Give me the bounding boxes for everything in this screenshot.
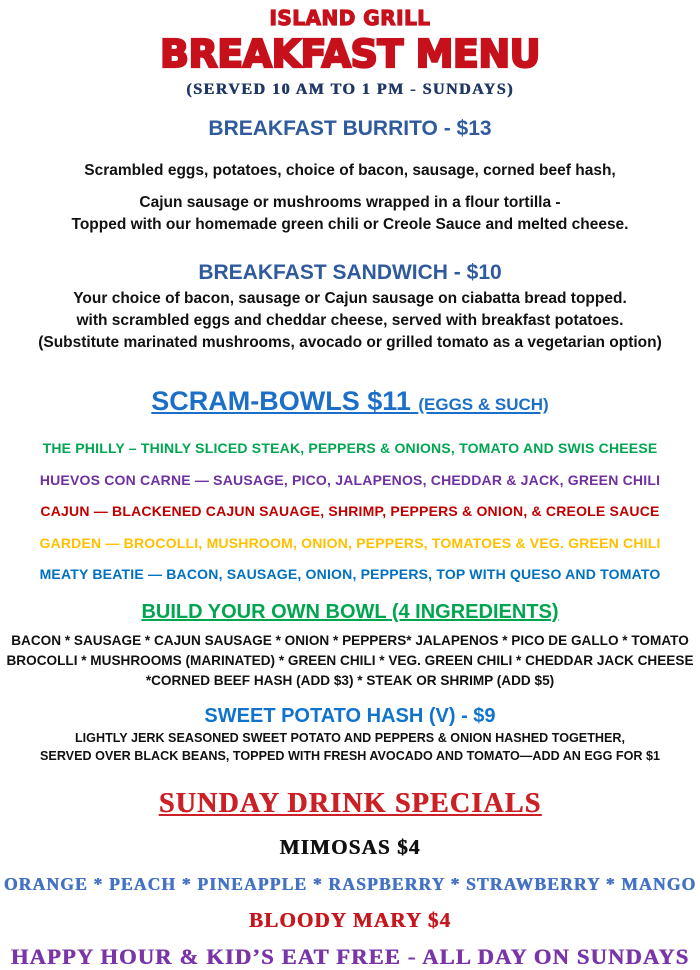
sweet-potato-description-line: SERVED OVER BLACK BEANS, TOPPED WITH FRESH AVOCADO AND TOMATO—ADD AN EGG FOR $1 xyxy=(40,749,660,763)
sandwich-description-line: with scrambled eggs and cheddar cheese, served with breakfast potatoes. xyxy=(76,312,624,329)
burrito-description-line: Cajun sausage or mushrooms wrapped in a flour tortilla - xyxy=(139,194,561,211)
scram-bowl-item-cajun: CAJUN — BLACKENED CAJUN SAUAGE, SHRIMP, PEPPERS & ONION, & CREOLE SAUCE xyxy=(40,503,660,519)
build-your-own-bowl-heading: BUILD YOUR OWN BOWL (4 INGREDIENTS) xyxy=(141,601,559,623)
mimosa-flavors-line: ORANGE * PEACH * PINEAPPLE * RASPBERRY * STRAWBERRY * MANGO xyxy=(3,874,697,894)
sandwich-description-line: Your choice of bacon, sausage or Cajun sausage on ciabatta bread topped. xyxy=(73,290,627,307)
breakfast-sandwich-heading: BREAKFAST SANDWICH - $10 xyxy=(198,261,502,284)
sweet-potato-description-line: LIGHTLY JERK SEASONED SWEET POTATO AND PEPPERS & ONION HASHED TOGETHER, xyxy=(74,731,625,745)
served-hours: (SERVED 10 AM TO 1 PM - SUNDAYS) xyxy=(186,81,514,98)
build-ingredients-line: *CORNED BEEF HASH (ADD $3) * STEAK OR SHRIMP (ADD $5) xyxy=(145,673,555,688)
burrito-description-line: Topped with our homemade green chili or Creole Sauce and melted cheese. xyxy=(71,216,629,233)
breakfast-burrito-heading: BREAKFAST BURRITO - $13 xyxy=(208,117,492,140)
scram-bowl-item-meaty-beatie: MEATY BEATIE — BACON, SAUSAGE, ONION, PEPPERS, TOP WITH QUESO AND TOMATO xyxy=(39,566,661,582)
sunday-drink-specials-heading: SUNDAY DRINK SPECIALS xyxy=(158,788,542,819)
scram-bowl-item-garden: GARDEN — BROCOLLI, MUSHROOM, ONION, PEPPERS, TOMATOES & VEG. GREEN CHILI xyxy=(39,534,661,551)
sandwich-description-line: (Substitute marinated mushrooms, avocado or grilled tomato as a vegetarian option) xyxy=(38,334,662,351)
scram-bowls-heading-main: SCRAM-BOWLS $11 xyxy=(151,386,411,416)
menu-title: BREAKFAST MENU xyxy=(160,32,540,76)
scram-bowls-heading xyxy=(0,386,700,420)
restaurant-name: ISLAND GRILL xyxy=(269,6,431,30)
mimosas-item: MIMOSAS $4 xyxy=(279,835,421,859)
scram-bowls-heading-sub: (EGGS & SUCH) xyxy=(418,395,549,414)
scram-bowl-item-philly: THE PHILLY – THINLY SLICED STEAK, PEPPERS & ONIONS, TOMATO AND SWIS CHEESE xyxy=(42,440,658,456)
scram-bowl-item-huevos: HUEVOS CON CARNE — SAUSAGE, PICO, JALAPENOS, CHEDDAR & JACK, GREEN CHILI xyxy=(39,471,661,488)
happy-hour-footer: HAPPY HOUR & KID’S EAT FREE - ALL DAY ON SUNDAYS xyxy=(10,944,690,969)
build-ingredients-line: BACON * SAUSAGE * CAJUN SAUSAGE * ONION * PEPPERS* JALAPENOS * PICO DE GALLO * TOMATO xyxy=(11,633,689,648)
build-ingredients-line: BROCOLLI * MUSHROOMS (MARINATED) * GREEN CHILI * VEG. GREEN CHILI * CHEDDAR JACK CHEESE xyxy=(6,653,694,668)
bloody-mary-item: BLOODY MARY $4 xyxy=(248,908,452,932)
burrito-description-line: Scrambled eggs, potatoes, choice of bacon, sausage, corned beef hash, xyxy=(84,162,616,179)
sweet-potato-hash-heading: SWEET POTATO HASH (V) - $9 xyxy=(204,705,496,727)
